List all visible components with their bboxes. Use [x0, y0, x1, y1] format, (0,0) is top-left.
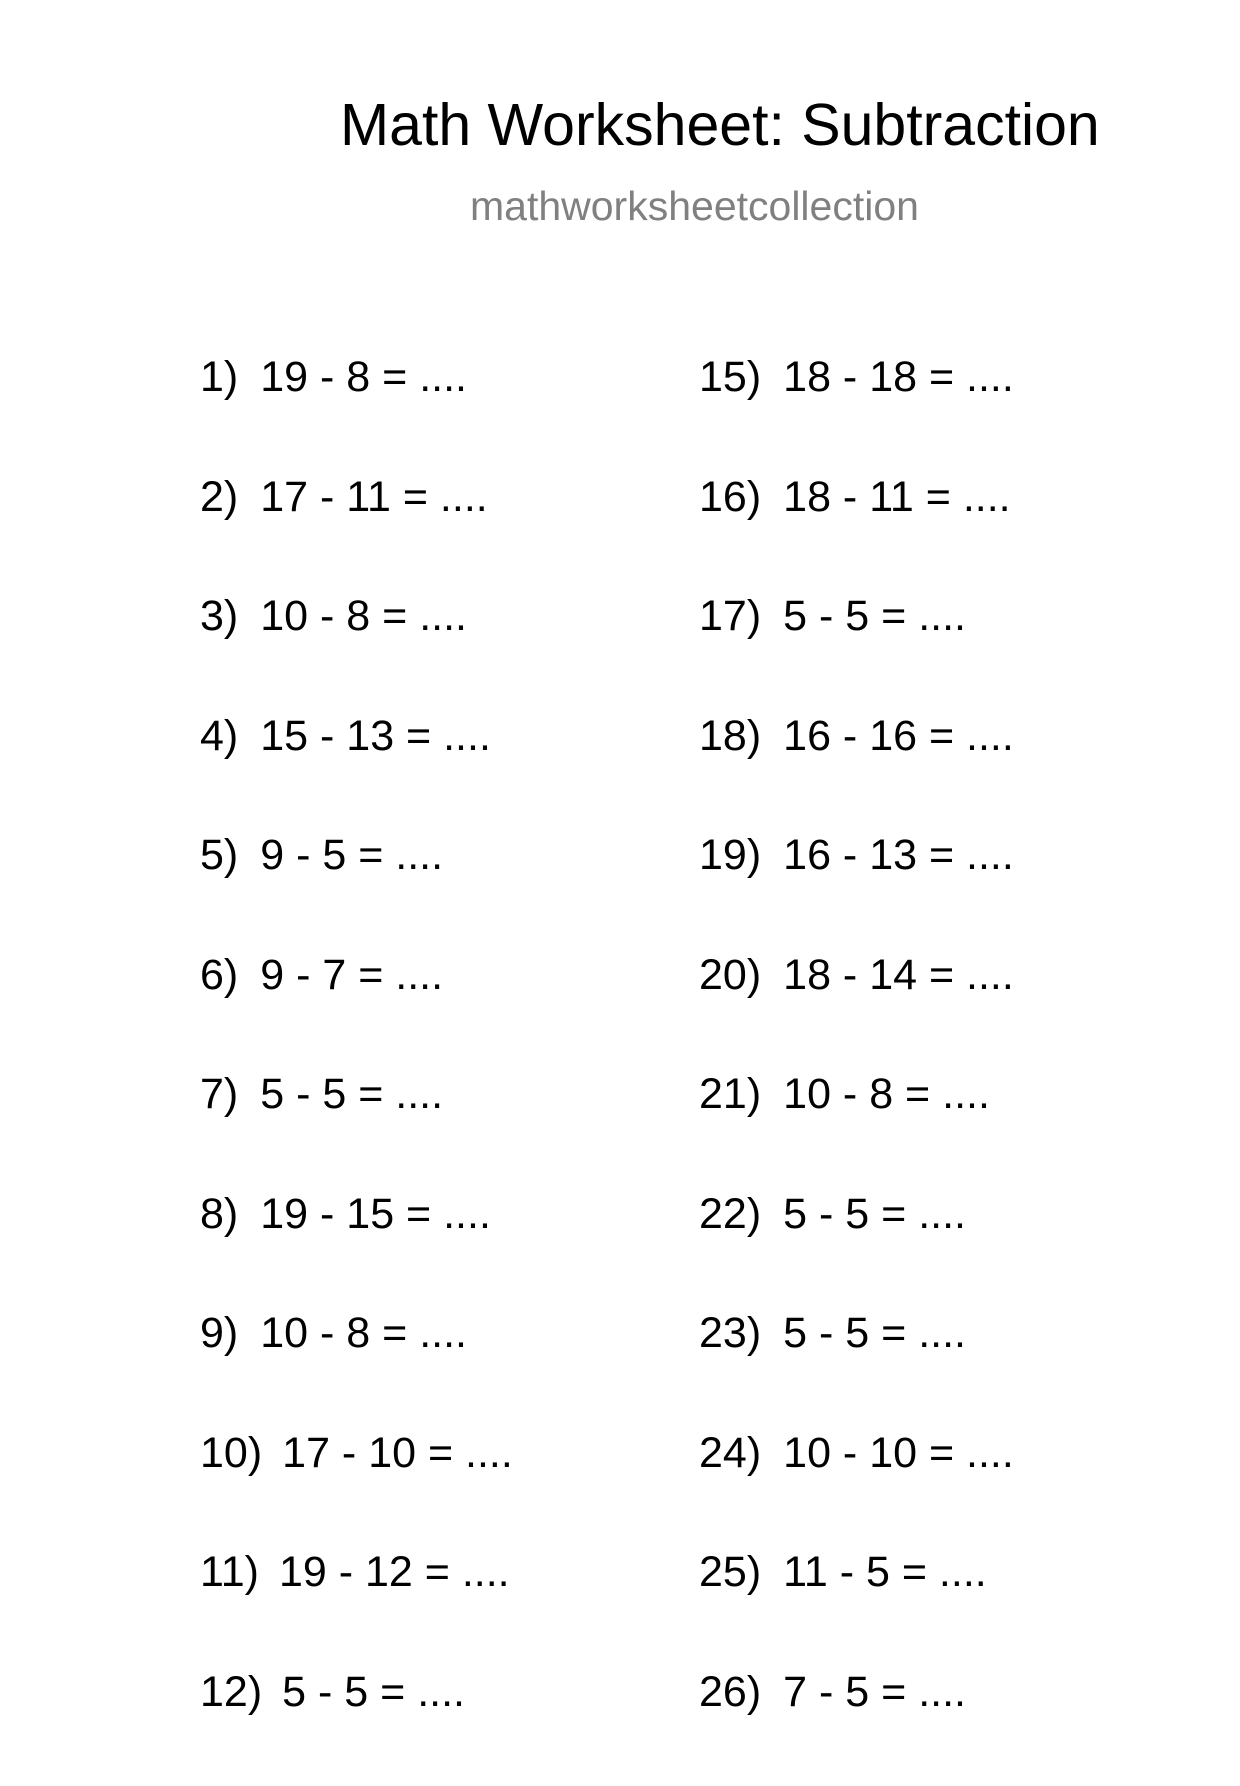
problem-number: 12) — [200, 1667, 262, 1717]
problem-expression: 19 - 15 = .... — [260, 1190, 491, 1238]
problem-number: 1) — [200, 352, 238, 402]
problem-expression: 10 - 10 = .... — [783, 1429, 1014, 1477]
problem-expression: 16 - 16 = .... — [783, 712, 1014, 760]
problem-number: 15) — [699, 352, 761, 402]
page-subtitle: mathworksheetcollection — [470, 186, 919, 227]
problems-right-column — [699, 352, 1179, 1786]
problem-item — [699, 1069, 1179, 1189]
problem-expression: 18 - 11 = .... — [783, 473, 1010, 521]
problem-expression: 11 - 5 = .... — [783, 1548, 987, 1596]
problem-expression: 10 - 8 = .... — [783, 1070, 990, 1118]
problem-item — [699, 1308, 1179, 1428]
problem-number: 3) — [200, 591, 238, 641]
problem-expression: 5 - 5 = .... — [282, 1668, 465, 1716]
problem-item — [699, 711, 1179, 831]
problem-item — [200, 1428, 680, 1548]
problem-item — [699, 1667, 1179, 1786]
problem-expression: 10 - 8 = .... — [260, 592, 467, 640]
problem-number: 2) — [200, 472, 238, 522]
problem-item — [200, 472, 680, 592]
problem-number: 25) — [699, 1547, 761, 1597]
problem-item — [200, 1667, 680, 1786]
problem-number: 22) — [699, 1189, 761, 1239]
problem-item — [200, 352, 680, 472]
problem-expression: 18 - 14 = .... — [783, 951, 1014, 999]
problem-number: 24) — [699, 1428, 761, 1478]
problem-expression: 5 - 5 = .... — [783, 592, 966, 640]
problem-item — [699, 1189, 1179, 1309]
problem-number: 8) — [200, 1189, 238, 1239]
problem-number: 4) — [200, 711, 238, 761]
problem-item — [699, 830, 1179, 950]
problem-item — [699, 472, 1179, 592]
problem-expression: 15 - 13 = .... — [260, 712, 491, 760]
problem-expression: 17 - 10 = .... — [282, 1429, 513, 1477]
problem-expression: 9 - 7 = .... — [260, 951, 443, 999]
problem-item — [699, 950, 1179, 1070]
problem-number: 23) — [699, 1308, 761, 1358]
problem-number: 19) — [699, 830, 761, 880]
problem-number: 20) — [699, 950, 761, 1000]
problem-item — [200, 1189, 680, 1309]
problem-item — [200, 591, 680, 711]
problem-expression: 9 - 5 = .... — [260, 831, 443, 879]
problem-expression: 17 - 11 = .... — [260, 473, 487, 521]
problem-number: 9) — [200, 1308, 238, 1358]
problem-expression: 16 - 13 = .... — [783, 831, 1014, 879]
problem-number: 6) — [200, 950, 238, 1000]
problem-item — [200, 1069, 680, 1189]
page-title: Math Worksheet: Subtraction — [340, 96, 1100, 155]
problem-number: 11) — [200, 1547, 259, 1597]
problem-item — [699, 1547, 1179, 1667]
problem-number: 16) — [699, 472, 761, 522]
problem-item — [200, 711, 680, 831]
problem-item — [699, 591, 1179, 711]
problem-number: 10) — [200, 1428, 262, 1478]
problem-expression: 18 - 18 = .... — [783, 353, 1014, 401]
problem-number: 7) — [200, 1069, 238, 1119]
problems-left-column — [200, 352, 680, 1786]
problem-expression: 5 - 5 = .... — [260, 1070, 443, 1118]
problem-number: 26) — [699, 1667, 761, 1717]
problem-item — [200, 950, 680, 1070]
problem-item — [699, 352, 1179, 472]
problem-expression: 7 - 5 = .... — [783, 1668, 966, 1716]
problem-expression: 19 - 8 = .... — [260, 353, 467, 401]
problem-expression: 5 - 5 = .... — [783, 1190, 966, 1238]
problem-item — [200, 1308, 680, 1428]
problem-number: 18) — [699, 711, 761, 761]
problem-item — [200, 1547, 680, 1667]
problem-number: 5) — [200, 830, 238, 880]
problem-expression: 5 - 5 = .... — [783, 1309, 966, 1357]
problem-expression: 19 - 12 = .... — [279, 1548, 510, 1596]
problem-item — [699, 1428, 1179, 1548]
problem-item — [200, 830, 680, 950]
problem-expression: 10 - 8 = .... — [260, 1309, 467, 1357]
problem-number: 21) — [699, 1069, 761, 1119]
problem-number: 17) — [699, 591, 761, 641]
